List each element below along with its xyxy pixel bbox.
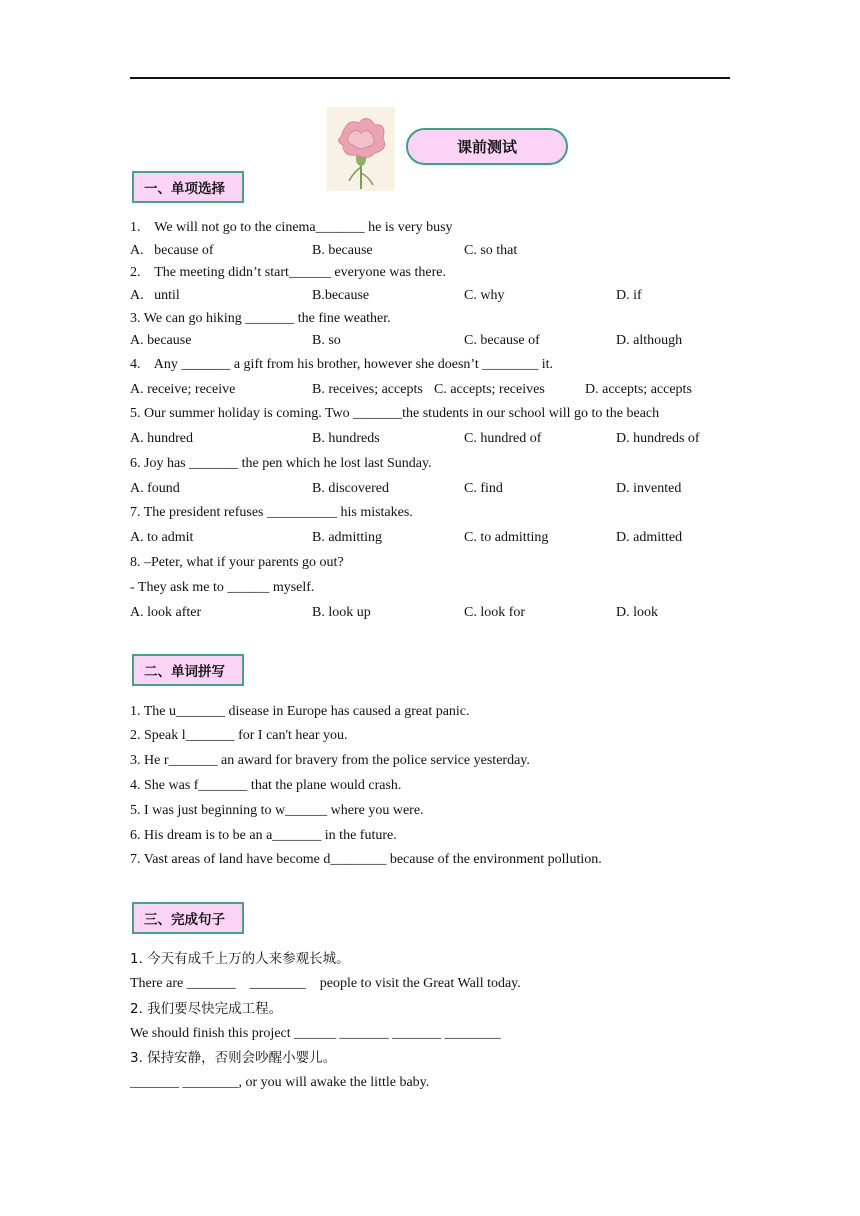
question-stem-reply: - They ask me to ______ myself.: [130, 580, 315, 595]
option: A. hundred: [130, 431, 193, 446]
question-options: [130, 287, 750, 305]
question-stem: 8. –Peter, what if your parents go out?: [130, 555, 344, 570]
spelling-item: 2. Speak l_______ for I can't hear you.: [130, 728, 348, 743]
spelling-item: 7. Vast areas of land have become d________ because of the environment pollution.: [130, 852, 602, 867]
header-rule: [130, 77, 730, 79]
sentence-english: _______ ________, or you will awake the little baby.: [130, 1075, 430, 1090]
question-options: [130, 332, 750, 350]
option: C. hundred of: [464, 431, 542, 446]
question-options: [130, 430, 750, 448]
sentence-chinese: 1. 今天有成千上万的人来参观长城。: [130, 951, 350, 967]
option: B. discovered: [312, 481, 389, 496]
option: C. accepts; receives: [434, 382, 545, 397]
spelling-item: 3. He r_______ an award for bravery from the police service yesterday.: [130, 753, 530, 768]
carnation-image: [327, 107, 395, 191]
question-options: [130, 529, 750, 547]
question-options: [130, 604, 750, 622]
question-stem: 6. Joy has _______ the pen which he lost last Sunday.: [130, 456, 432, 471]
spelling-item: 1. The u_______ disease in Europe has caused a great panic.: [130, 704, 470, 719]
option: B. receives; accepts: [312, 382, 423, 397]
question-stem: 5. Our summer holiday is coming. Two _______the students in our school will go to the beach: [130, 406, 660, 421]
question-options: [130, 381, 750, 399]
spelling-item: 6. His dream is to be an a_______ in the future.: [130, 828, 397, 843]
option: A. look after: [130, 605, 202, 620]
question-options: [130, 242, 750, 260]
option: B. because: [312, 243, 373, 258]
question-stem: 4. Any _______ a gift from his brother, however she doesn’t ________ it.: [130, 357, 554, 372]
question-stem: 7. The president refuses __________ his mistakes.: [130, 505, 413, 520]
option: D. if: [616, 288, 642, 303]
option: D. hundreds of: [616, 431, 700, 446]
option: D. look: [616, 605, 658, 620]
option: D. admitted: [616, 530, 683, 545]
option: B. admitting: [312, 530, 382, 545]
option: D. invented: [616, 481, 682, 496]
spelling-item: 5. I was just beginning to w______ where you were.: [130, 803, 424, 818]
option: A. receive; receive: [130, 382, 236, 397]
option: C. so that: [464, 243, 518, 258]
option: A. until: [130, 288, 180, 303]
sentence-english: We should finish this project ______ _______ _______ ________: [130, 1026, 501, 1041]
option: C. look for: [464, 605, 526, 620]
option: A. because of: [130, 243, 214, 258]
option: B. so: [312, 333, 341, 348]
option: B.because: [312, 288, 370, 303]
sentence-english: There are _______ ________ people to visit the Great Wall today.: [130, 976, 521, 991]
option: B. look up: [312, 605, 371, 620]
spelling-item: 4. She was f_______ that the plane would crash.: [130, 778, 402, 793]
option: C. why: [464, 288, 505, 303]
section-heading-spelling: 二、单词拼写: [132, 654, 244, 686]
option: A. because: [130, 333, 192, 348]
option: D. accepts; accepts: [585, 382, 692, 397]
question-stem: 3. We can go hiking _______ the fine weather.: [130, 311, 391, 326]
section-heading-complete-sentences: 三、完成句子: [132, 902, 244, 934]
question-stem: 1. We will not go to the cinema_______ he is very busy: [130, 220, 453, 235]
question-stem: 2. The meeting didn’t start______ everyone was there.: [130, 265, 446, 280]
section-heading-single-choice: 一、单项选择: [132, 171, 244, 203]
option: D. although: [616, 333, 683, 348]
option: B. hundreds: [312, 431, 380, 446]
option: C. find: [464, 481, 503, 496]
option: C. to admitting: [464, 530, 549, 545]
sentence-chinese: 2. 我们要尽快完成工程。: [130, 1001, 283, 1017]
question-options: [130, 480, 750, 498]
page-title: 课前测试: [406, 128, 568, 165]
sentence-chinese: 3. 保持安静，否则会吵醒小婴儿。: [130, 1050, 337, 1066]
option: A. to admit: [130, 530, 194, 545]
option: A. found: [130, 481, 180, 496]
option: C. because of: [464, 333, 540, 348]
